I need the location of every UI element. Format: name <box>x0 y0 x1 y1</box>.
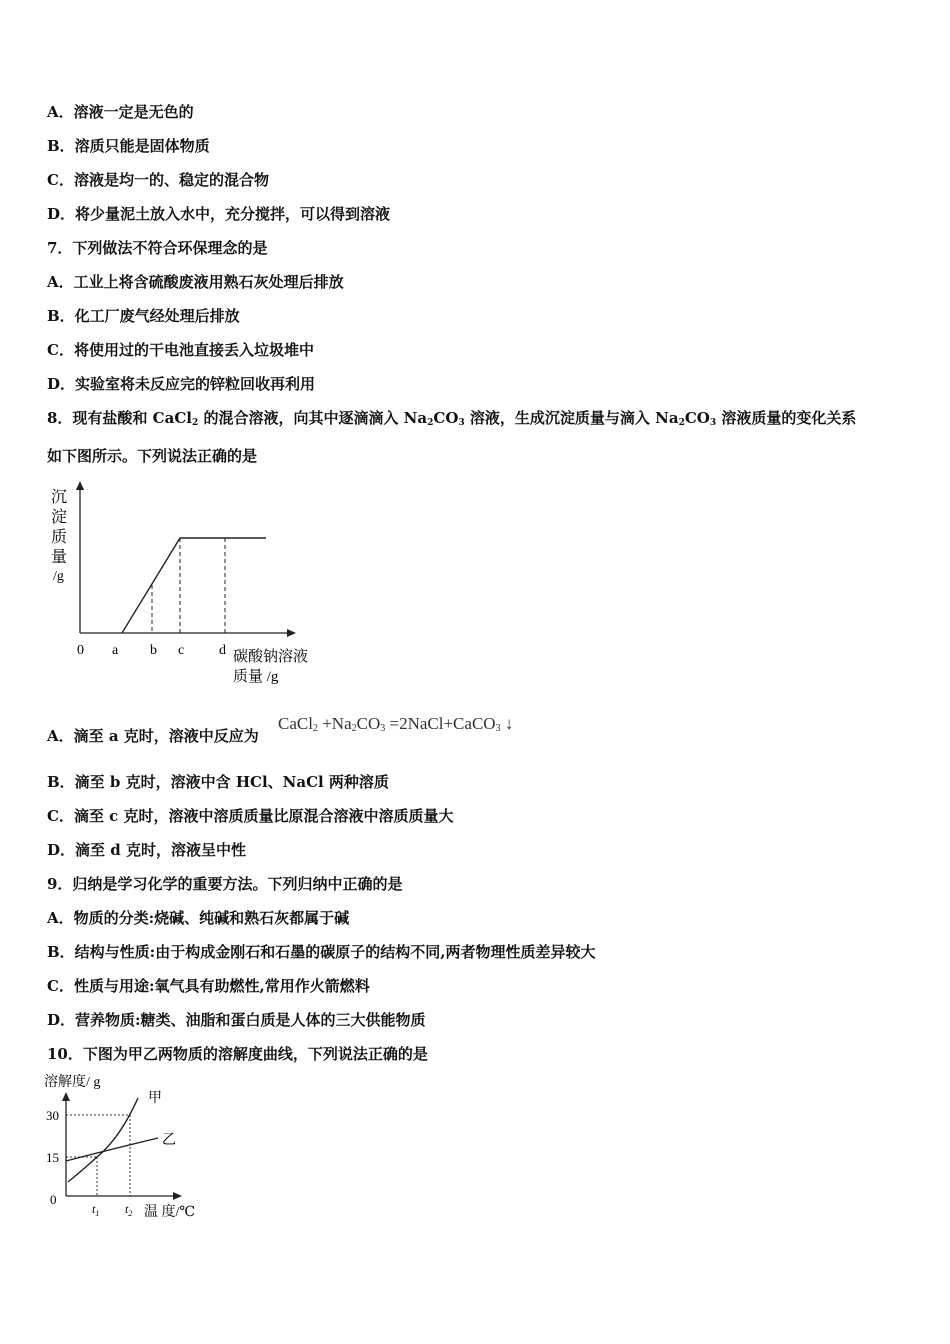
q10-xtick-t2: $t_2$ <box>125 1202 133 1218</box>
q10-label-jia: 甲 <box>148 1091 162 1106</box>
q9-option-c: C．性质与用途:氧气具有助燃性,常用作火箭燃料 <box>47 977 370 995</box>
q8-precipitate-graph <box>40 478 340 693</box>
q6-option-c: C．溶液是均一的、稳定的混合物 <box>47 171 269 189</box>
q10-stem: 10．下图为甲乙两物质的溶解度曲线，下列说法正确的是 <box>47 1045 428 1063</box>
q8-ylabel-char: 质 <box>51 529 68 546</box>
q10-y-arrow <box>62 1092 70 1101</box>
q8-tick-a: a <box>112 643 119 658</box>
q9-option-a: A．物质的分类:烧碱、纯碱和熟石灰都属于碱 <box>47 909 350 927</box>
q8-origin: 0 <box>77 643 84 658</box>
q8-ylabel-char: 淀 <box>51 509 68 526</box>
q10-ytick-30: 30 <box>46 1108 59 1123</box>
q9-option-d: D．营养物质:糖类、油脂和蛋白质是人体的三大供能物质 <box>47 1011 426 1029</box>
q6-option-b: B．溶质只能是固体物质 <box>47 137 210 155</box>
q9-option-b: B．结构与性质:由于构成金刚石和石墨的碳原子的结构不同,两者物理性质差异较大 <box>47 943 596 961</box>
q10-ytick-0: 0 <box>50 1192 57 1207</box>
q10-ylabel: 溶解度/ g <box>44 1075 101 1090</box>
q8-option-d: D．滴至 d 克时，溶液呈中性 <box>47 841 246 859</box>
q6-option-d: D．将少量泥土放入水中，充分搅拌，可以得到溶液 <box>47 205 391 223</box>
q8-stem-line1: 8．现有盐酸和 CaCl$_2$ 的混合溶液，向其中逐滴滴入 $Na_2CO_3$ 溶液，生成沉淀质量与滴入 $Na_2CO_3$ 溶液质量的变化关系 <box>47 409 857 428</box>
q10-solubility-graph <box>40 1068 210 1226</box>
q6-option-a: A．溶液一定是无色的 <box>47 103 194 121</box>
q7-stem: 7．下列做法不符合环保理念的是 <box>47 239 268 257</box>
q8-ylabel-char: 沉 <box>51 489 68 506</box>
q10-xtick-t1: $t_1$ <box>92 1202 100 1218</box>
q10-x-arrow <box>173 1192 182 1200</box>
q10-curve-jia <box>68 1098 138 1182</box>
q9-stem: 9．归纳是学习化学的重要方法。下列归纳中正确的是 <box>47 875 403 893</box>
q8-y-arrow <box>76 481 84 490</box>
q8-tick-c: c <box>178 643 185 658</box>
q8-option-b: B．滴至 b 克时，溶液中含 HCl、NaCl 两种溶质 <box>47 773 389 791</box>
q8-tick-b: b <box>150 643 157 658</box>
q8-ylabel-char: 量 <box>51 549 68 566</box>
q8-stem-line2: 如下图所示。下列说法正确的是 <box>47 447 258 465</box>
q8-option-a-formula: CaCl$_2$ $+Na_2CO_3$ =2NaCl+CaCO$_3$ ↓ <box>278 714 514 734</box>
q10-xlabel: 温 度/℃ <box>144 1205 196 1220</box>
q8-ylabel-unit: /g <box>53 569 64 584</box>
q7-option-b: B．化工厂废气经处理后排放 <box>47 307 240 325</box>
q8-xlabel-1: 碳酸钠溶液 <box>233 649 309 665</box>
q8-option-a: A．滴至 a 克时，溶液中反应为 <box>47 727 259 745</box>
q8-option-c: C．滴至 c 克时，溶液中溶质质量比原混合溶液中溶质质量大 <box>47 807 454 825</box>
q8-xlabel-2: 质量 /g <box>233 669 279 685</box>
q7-option-d: D．实验室将未反应完的锌粒回收再利用 <box>47 375 316 393</box>
q8-tick-d: d <box>219 643 226 658</box>
q7-option-c: C．将使用过的干电池直接丢入垃圾堆中 <box>47 341 314 359</box>
q8-curve <box>122 538 266 633</box>
q7-option-a: A．工业上将含硫酸废液用熟石灰处理后排放 <box>47 273 344 291</box>
q8-x-arrow <box>287 629 296 637</box>
q10-ytick-15: 15 <box>46 1150 59 1165</box>
q10-label-yi: 乙 <box>162 1133 176 1148</box>
